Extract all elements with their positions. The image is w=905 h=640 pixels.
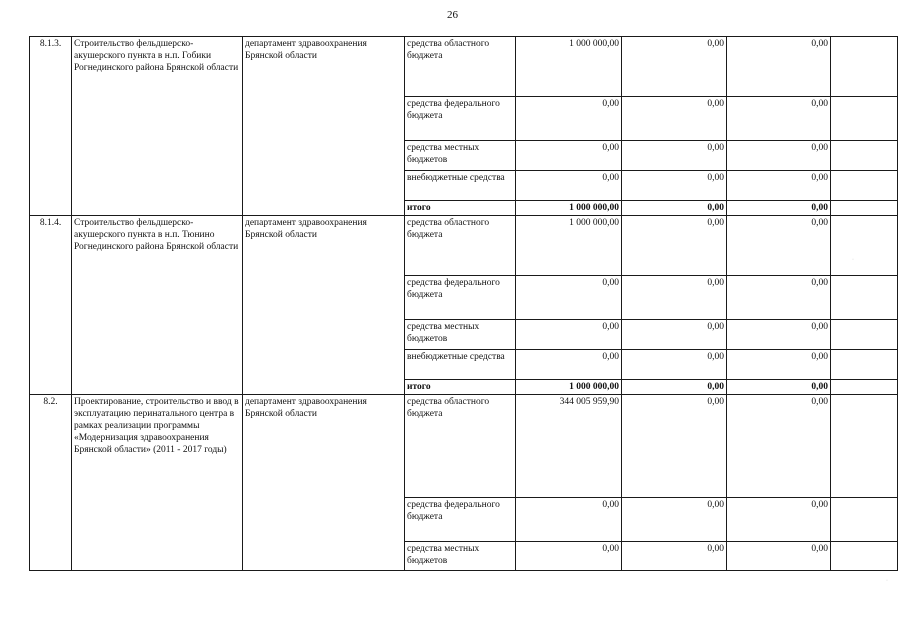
amount-value: 0,00 <box>622 350 727 380</box>
item-department: департамент здравоохранения Брянской области <box>243 395 405 571</box>
item-name: Строительство фельдшерско-акушерского пункта в н.п. Гобики Рогнединского района Брянской области <box>72 37 243 216</box>
empty-cell <box>831 201 898 216</box>
empty-cell <box>831 395 898 498</box>
item-number: 8.1.4. <box>30 216 72 395</box>
funding-source: средства местных бюджетов <box>405 141 516 171</box>
empty-cell <box>831 141 898 171</box>
amount-value: 0,00 <box>727 171 831 201</box>
amount-value: 0,00 <box>622 171 727 201</box>
amount-value: 0,00 <box>622 216 727 276</box>
item-number: 8.1.3. <box>30 37 72 216</box>
empty-cell <box>831 216 898 276</box>
scan-dot: · <box>886 578 888 584</box>
amount-value: 0,00 <box>727 350 831 380</box>
funding-source: средства областного бюджета <box>405 37 516 97</box>
amount-value: 0,00 <box>727 380 831 395</box>
amount-value: 0,00 <box>727 37 831 97</box>
funding-source: средства местных бюджетов <box>405 542 516 571</box>
amount-value: 0,00 <box>516 542 622 571</box>
empty-cell <box>831 380 898 395</box>
amount-value: 0,00 <box>516 276 622 320</box>
amount-value: 1 000 000,00 <box>516 380 622 395</box>
funding-source: внебюджетные средства <box>405 350 516 380</box>
funding-source: средства федерального бюджета <box>405 97 516 141</box>
amount-value: 0,00 <box>622 320 727 350</box>
item-name: Строительство фельдшерско-акушерского пункта в н.п. Тюнино Рогнединского района Брянской области <box>72 216 243 395</box>
funding-source: средства федерального бюджета <box>405 276 516 320</box>
funding-source: средства местных бюджетов <box>405 320 516 350</box>
amount-value: 0,00 <box>727 141 831 171</box>
amount-value: 0,00 <box>622 498 727 542</box>
amount-value: 0,00 <box>622 37 727 97</box>
amount-value: 1 000 000,00 <box>516 37 622 97</box>
empty-cell <box>831 276 898 320</box>
amount-value: 0,00 <box>727 395 831 498</box>
budget-table-body <box>30 37 898 571</box>
amount-value: 0,00 <box>727 201 831 216</box>
amount-value: 1 000 000,00 <box>516 216 622 276</box>
amount-value: 0,00 <box>516 97 622 141</box>
amount-value: 0,00 <box>516 141 622 171</box>
empty-cell <box>831 498 898 542</box>
amount-value: 0,00 <box>727 276 831 320</box>
empty-cell <box>831 320 898 350</box>
amount-value: 0,00 <box>727 320 831 350</box>
funding-source: средства областного бюджета <box>405 395 516 498</box>
item-department: департамент здравоохранения Брянской области <box>243 216 405 395</box>
page-number: 26 <box>447 9 458 21</box>
amount-value: 0,00 <box>727 498 831 542</box>
funding-source: итого <box>405 201 516 216</box>
amount-value: 0,00 <box>727 542 831 571</box>
table-row <box>30 216 898 276</box>
item-department: департамент здравоохранения Брянской области <box>243 37 405 216</box>
item-name: Проектирование, строительство и ввод в эксплуатацию перинатального центра в рамках реализации программы «Модернизация здравоохранения Брянской области» (2011 - 2017 годы) <box>72 395 243 571</box>
funding-source: итого <box>405 380 516 395</box>
empty-cell <box>831 542 898 571</box>
amount-value: 0,00 <box>516 320 622 350</box>
funding-source: средства федерального бюджета <box>405 498 516 542</box>
amount-value: 0,00 <box>622 542 727 571</box>
table-row <box>30 37 898 97</box>
amount-value: 1 000 000,00 <box>516 201 622 216</box>
amount-value: 0,00 <box>622 141 727 171</box>
amount-value: 0,00 <box>622 276 727 320</box>
amount-value: 0,00 <box>622 201 727 216</box>
amount-value: 0,00 <box>516 498 622 542</box>
empty-cell <box>831 350 898 380</box>
empty-cell <box>831 37 898 97</box>
amount-value: 0,00 <box>622 97 727 141</box>
item-number: 8.2. <box>30 395 72 571</box>
amount-value: 344 005 959,90 <box>516 395 622 498</box>
amount-value: 0,00 <box>516 171 622 201</box>
empty-cell <box>831 171 898 201</box>
scan-dot: · <box>852 257 854 263</box>
budget-table <box>29 36 898 571</box>
amount-value: 0,00 <box>727 216 831 276</box>
funding-source: внебюджетные средства <box>405 171 516 201</box>
empty-cell <box>831 97 898 141</box>
amount-value: 0,00 <box>516 350 622 380</box>
amount-value: 0,00 <box>622 395 727 498</box>
amount-value: 0,00 <box>727 97 831 141</box>
table-row <box>30 395 898 498</box>
amount-value: 0,00 <box>622 380 727 395</box>
funding-source: средства областного бюджета <box>405 216 516 276</box>
